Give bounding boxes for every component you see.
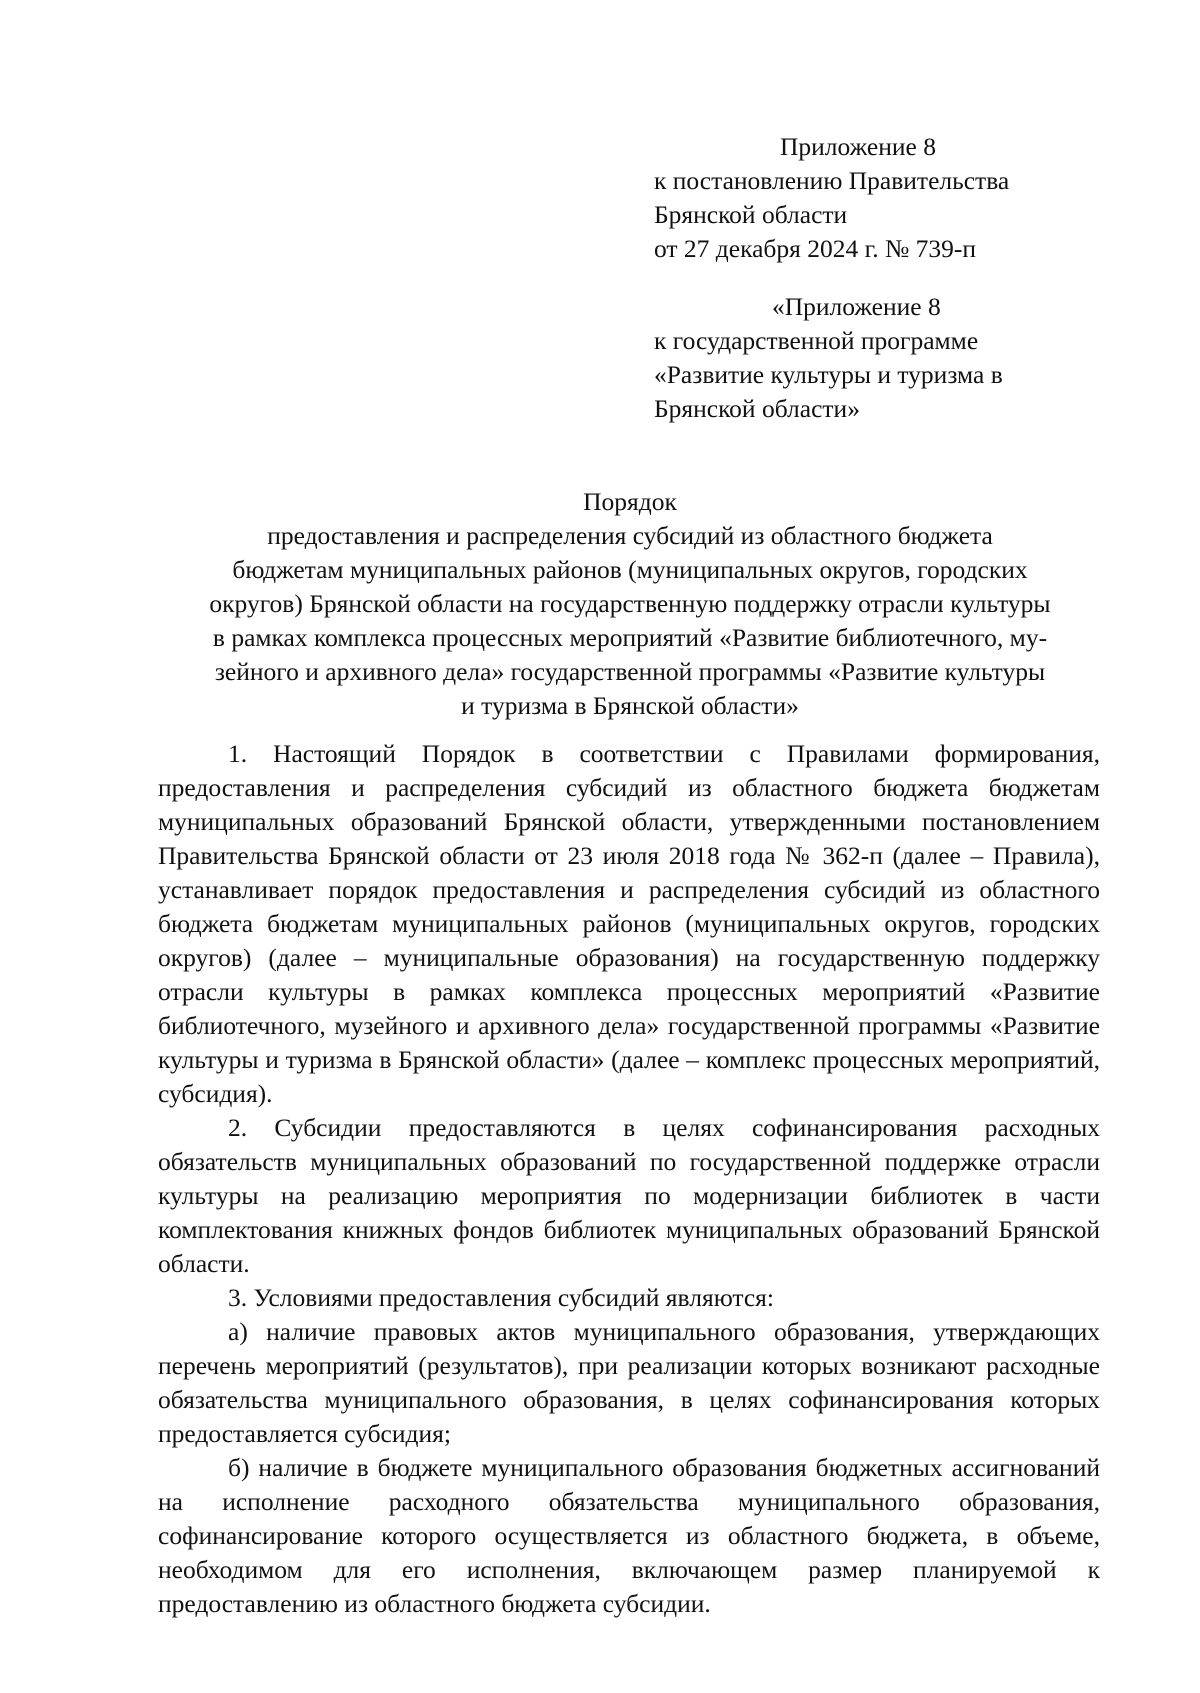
appendix-header-program (654, 290, 1074, 426)
appendix-line: «Приложение 8 (772, 292, 941, 321)
paragraph-2: 2. Субсидии предоставляются в целях софинансирования расходных обязательств муниципальных образований по государственной поддержке отрасли культуры на реализацию мероприятия по модернизации библиотек в части комплектования книжных фондов библиотек муниципальных образований Брянской области. (158, 1113, 1100, 1278)
paragraph-3: 3. Условиями предоставления субсидий являются: (228, 1283, 774, 1312)
title-line: предоставления и распределения субсидий из областного бюджета (267, 521, 993, 550)
appendix-line: Брянской области» (654, 394, 860, 423)
title-line: в рамках комплекса процессных мероприятий «Развитие библиотечного, му- (212, 623, 1048, 652)
title-line: зейного и архивного дела» государственной программы «Развитие культуры (214, 657, 1046, 686)
title-line: бюджетам муниципальных районов (муниципальных округов, городских (232, 555, 1028, 584)
paragraph-1: 1. Настоящий Порядок в соответствии с Правилами формирования, предоставления и распределения субсидий из областного бюджета бюджетам муниципальных образований Брянской области, утвержденными постановлением Правительства Брянской области от 23 июля 2018 года № 362-п (далее – Правила), устанавливает порядок предоставления и распределения субсидий из областного бюджета бюджетам муниципальных районов (муниципальных округов, городских округов) (далее – муниципальные образования) на государственную поддержку отрасли культуры в рамках комплекса процессных мероприятий «Развитие библиотечного, музейного и архивного дела» государственной программы «Развитие культуры и туризма в Брянской области» (далее – комплекс процессных мероприятий, субсидия). (158, 739, 1100, 1108)
appendix-line: Приложение 8 (780, 132, 936, 161)
title-line: округов) Брянской области на государственную поддержку отрасли культуры (209, 589, 1051, 618)
title-word: Порядок (583, 487, 677, 516)
appendix-line: Брянской области (654, 200, 848, 229)
paragraph-3a: а) наличие правовых актов муниципального образования, утверждающих перечень мероприятий (результатов), при реализации которых возникают расходные обязательства муниципального образования, в целях софинансирования которых предоставляется субсидия; (158, 1317, 1100, 1448)
appendix-line: к постановлению Правительства (654, 166, 1010, 195)
paragraph-3b: б) наличие в бюджете муниципального образования бюджетных ассигнований на исполнение расходного обязательства муниципального образования, софинансирование которого осуществляется из областного бюджета, в объеме, необходимом для его исполнения, включающем размер планируемой к предоставлению из областного бюджета субсидии. (158, 1453, 1100, 1618)
title-line: и туризма в Брянской области» (461, 691, 799, 720)
document-body (158, 737, 1100, 1621)
appendix-header-resolution (654, 130, 1074, 266)
document-title (160, 485, 1100, 723)
appendix-line: к государственной программе (654, 326, 979, 355)
appendix-line: от 27 декабря 2024 г. № 739-п (654, 234, 977, 263)
appendix-line: «Развитие культуры и туризма в (654, 360, 1003, 389)
